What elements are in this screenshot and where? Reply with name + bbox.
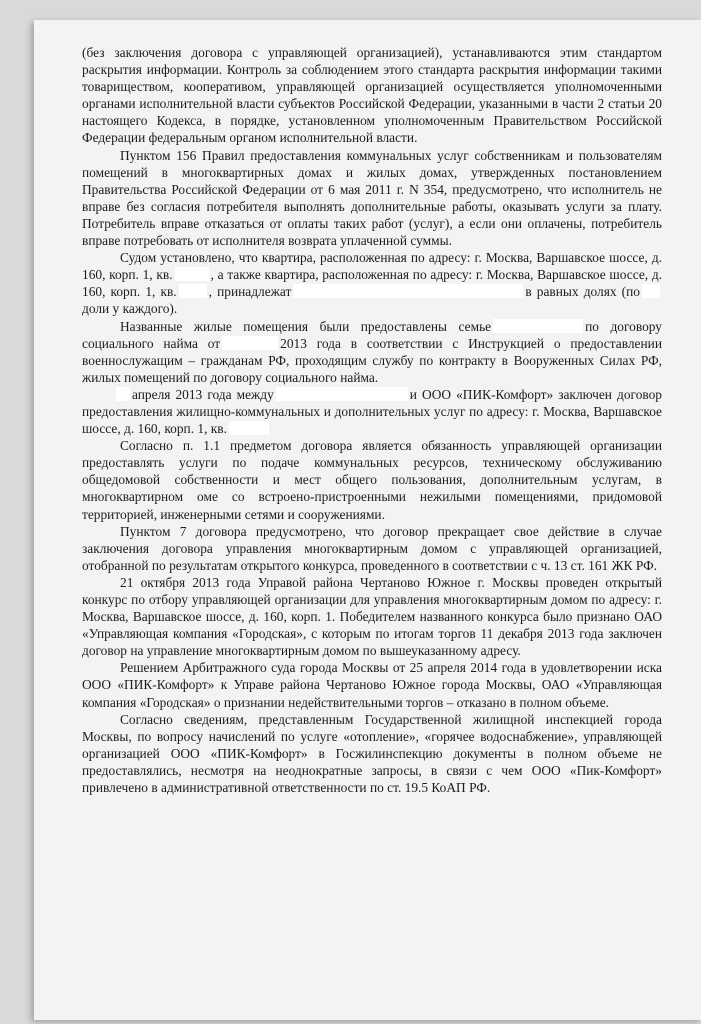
p5-text-a: апреля 2013 года между (132, 386, 274, 402)
paragraph-housing-inspection: Согласно сведениям, представленным Государственной жилищной инспекцией города Москвы, по вопросу начислений по услуге «отопление», «горячее водоснабжение», управляющей организацией ООО «ПИК-Комфорт» в Госжилинспекцию документы в полном объеме не предоставлялись, несмотря на неоднократные запросы, в связи с чем ООО «Пик-Комфорт» привлечено в административной ответственности по ст. 19.5 КоАП РФ. (82, 711, 662, 796)
p4-text-b: по договору социального найма от (82, 318, 662, 351)
redaction-block (493, 319, 583, 333)
p3-text-a: Судом установлено, что квартира, расположенная по адресу: г. Москва, Варшавское шоссе, д. 160, корп. 1, кв. (82, 250, 662, 283)
redaction-block (179, 284, 207, 298)
redaction-block (222, 336, 278, 350)
redaction-block (293, 284, 523, 298)
p4-text-a: Названные жилые помещения были предоставлены семье (120, 318, 492, 334)
p3-text-d: в равных долях (по (525, 284, 640, 300)
document-page (34, 20, 701, 1020)
paragraph-court-established (82, 249, 662, 317)
paragraph-rules-156: Пунктом 156 Правил предоставления коммунальных услуг собственникам и пользователям помещений в многоквартирных домах и жилых домах, утвержденных постановлением Правительства Российской Федерации от 6 мая 2011 г. N 354, предусмотрено, что исполнитель не вправе без согласия потребителя выполнять дополнительные работы, оказывать услуги за плату. Потребитель вправе отказаться от оплаты таких работ (услуг), а если они оплачены, потребитель вправе потребовать от исполнителя возврата уплаченной суммы. (82, 147, 662, 249)
redaction-block (642, 284, 660, 298)
p3-text-b: , а также квартира, расположенная по адресу: г. Москва, Варшавское шоссе, д. 160, корп. 1, кв. (82, 267, 662, 300)
paragraph-contract-termination: Пунктом 7 договора предусмотрено, что договор прекращает свое действие в случае заключения договора управления многоквартирным домом с управляющей организацией, отобранной по результатам открытого конкурса, проведенного в соответствии с ч. 13 ст. 161 ЖК РФ. (82, 523, 662, 573)
redaction-block (175, 267, 209, 281)
redaction-block (276, 387, 408, 401)
redaction-block (116, 387, 130, 401)
paragraph-contract (82, 386, 662, 437)
paragraph-social-lease (82, 318, 662, 386)
p3-text-e: доли у каждого). (82, 301, 178, 317)
paragraph-contract-subject: Согласно п. 1.1 предметом договора является обязанность управляющей организации предоставлять услуги по подаче коммунальных ресурсов, техническому обслуживанию общедомовой собственности и мест общего пользования, дополнительным услугам, в многоквартирном оме со встроено-пристроенными нежилыми помещениями, придомовой территорией, инженерными сетями и сооружениями. (82, 438, 662, 522)
p3-text-c: , принадлежат (208, 284, 292, 300)
paragraph-tender: 21 октября 2013 года Управой района Чертаново Южное г. Москвы проведен открытый конкурс по отбору управляющей организации для управления многоквартирным домом по адресу: г. Москва, Варшавское шоссе, д. 160, корп. 1. Победителем названного конкурса было признано ОАО «Управляющая компания «Городская», с которым по итогам торгов 11 декабря 2013 года заключен договор на управление многоквартирным домом по вышеуказанному адресу. (82, 574, 662, 659)
redaction-block (229, 421, 269, 435)
paragraph-disclosure-standard: (без заключения договора с управляющей организацией), устанавливаются этим стандартом раскрытия информации. Контроль за соблюдением этого стандарта раскрытия информации такими товариществом, кооперативом, управляющей организацией осуществляется уполномоченными органами исполнительной власти субъектов Российской Федерации, указанными в части 2 статьи 20 настоящего Кодекса, в порядке, установленном уполномоченным Правительством Российской Федерации федеральным органом исполнительной власти. (82, 45, 662, 146)
p4-text-c: 2013 года в соответствии с Инструкцией о предоставлении военнослужащим – гражданам РФ, проходящим службу по контракту в Вооруженных Силах РФ, жилых помещений по договору социального найма. (82, 335, 662, 385)
p5-text-b: и ООО «ПИК-Комфорт» заключен договор предоставления жилищно-коммунальных и дополнительных услуг по адресу: г. Москва, Варшавское шоссе, д. 160, корп. 1, кв. (82, 386, 663, 437)
document-body (82, 44, 662, 796)
paragraph-arbitration-decision: Решением Арбитражного суда города Москвы от 25 апреля 2014 года в удовлетворении иска ООО «ПИК-Комфорт» к Управе района Чертаново Южное города Москвы, ОАО «Управляющая компания «Городская» о признании недействительными торгов – отказано в полном объеме. (82, 660, 662, 710)
